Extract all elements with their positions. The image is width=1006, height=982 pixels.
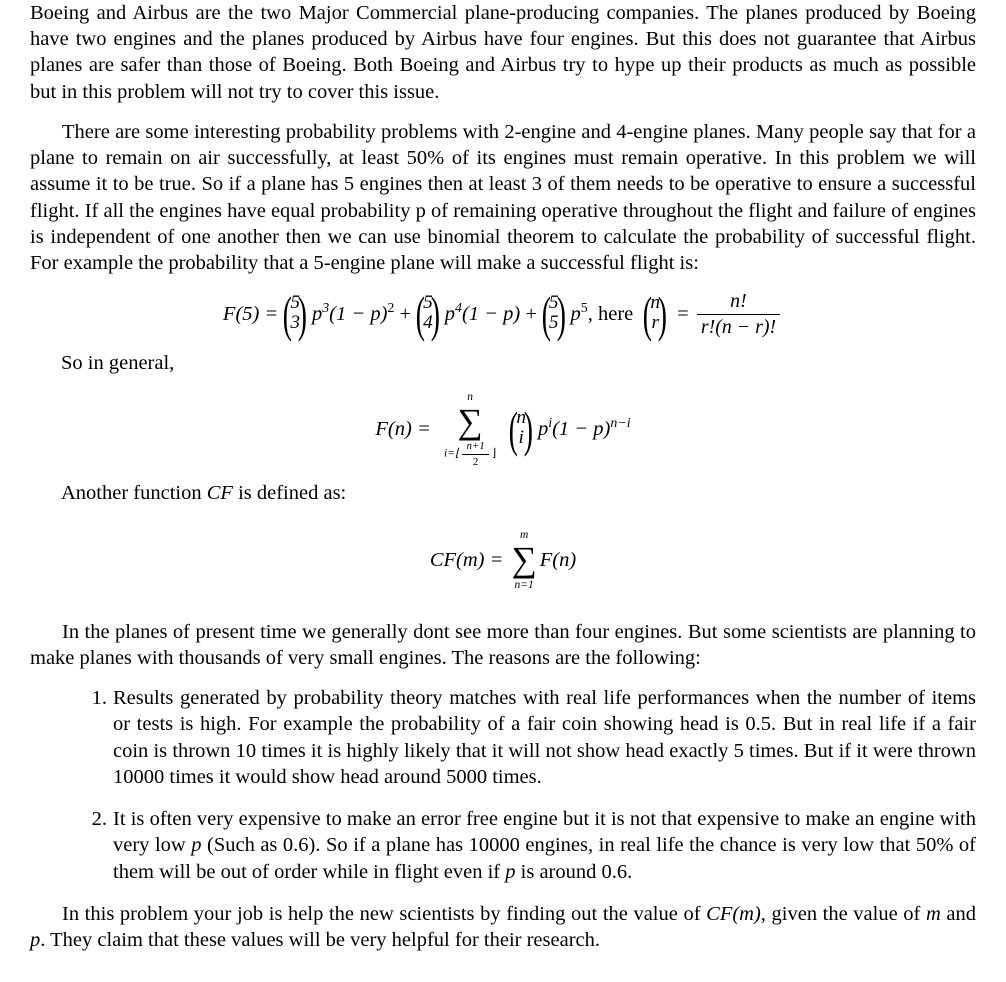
binomial-5-5: ( 5 5 ) bbox=[538, 293, 570, 335]
reasons-list bbox=[30, 685, 976, 885]
list-item-marker: 2. bbox=[91, 808, 107, 831]
closing-post: . They claim that these values will be very helpful for their research. bbox=[40, 929, 600, 952]
paragraph-probability-intro: There are some interesting probability problems with 2-engine and 4-engine planes. Many people say that for a plane to remain on air successfully, at least 50% of its engines must remain operative. In this problem we will assume it to be true. So if a plane has 5 engines then at least 3 of them needs to be operative to ensure a successful flight. If all the engines have equal probability p of remaining operative throughout the flight and failure of engines is independent of one another then we can use binomial theorem to calculate the probability of successful flight. For example the probability that a 5-engine plane will make a successful flight is: bbox=[30, 120, 976, 275]
fn-body-rest-exp: n−i bbox=[610, 416, 631, 432]
equation-f5 bbox=[30, 290, 976, 338]
binomial-5-3: ( 5 3 ) bbox=[279, 293, 311, 335]
equation-f5-lhs: F(5) = bbox=[222, 302, 279, 325]
list-item bbox=[30, 685, 976, 790]
paragraph-present-time: In the planes of present time we generally dont see more than four engines. But some scientists are planning to make planes with thousands of very small engines. The reasons are the following: bbox=[30, 620, 976, 669]
closing-symbol: CF(m) bbox=[706, 902, 761, 925]
f5-equals: = bbox=[677, 302, 689, 325]
f5-term1-rest: (1 − p) bbox=[329, 302, 388, 325]
fn-body: p bbox=[537, 417, 549, 440]
fn-body-exp: i bbox=[548, 416, 553, 432]
f5-term1: p bbox=[311, 302, 323, 325]
another-function-symbol: CF bbox=[206, 481, 233, 504]
paragraph-intro: Boeing and Airbus are the two Major Commercial plane-producing companies. The planes produced by Boeing have two engines and the planes produced by Airbus have four engines. But this does not guarantee that Airbus planes are safer than those of Boeing. Both Boeing and Airbus try to hype up their products as much as possible but in this problem will not try to cover this issue. bbox=[30, 2, 976, 103]
f5-plus2: + bbox=[525, 302, 537, 325]
f5-term1-exp: 3 bbox=[322, 301, 330, 317]
binomial-n-i: ( n i ) bbox=[505, 408, 537, 450]
f5-term3-exp: 5 bbox=[580, 301, 588, 317]
another-function-post: is defined as: bbox=[232, 481, 347, 504]
equation-cf-body: F(n) bbox=[539, 549, 577, 572]
closing-and: and bbox=[940, 902, 976, 925]
f5-term1-rest-exp: 2 bbox=[387, 301, 395, 317]
equation-cf-lhs: CF(m) = bbox=[429, 549, 504, 572]
fn-body-rest: (1 − p) bbox=[552, 417, 611, 440]
f5-term3: p bbox=[570, 302, 581, 325]
closing-pre: In this problem your job is help the new scientists by finding out the value of bbox=[62, 902, 707, 925]
equation-fn-lhs: F(n) = bbox=[375, 417, 431, 440]
fraction-factorial: $\frac{n!}{r!(n - r)!}$ bbox=[697, 290, 780, 338]
list-item-text: It is often very expensive to make an error free engine but it is not that expensive to make an engine with very low p (Such as 0.6). So if a plane has 10000 engines, in real life the chance is very low that 50% of them will be out of order while in flight even if p is around 0.6. bbox=[113, 808, 976, 883]
binomial-5-4: ( 5 4 ) bbox=[412, 293, 444, 335]
closing-mid: , given the value of bbox=[760, 902, 926, 925]
paragraph-closing bbox=[30, 901, 976, 953]
f5-term2-exp: 4 bbox=[454, 301, 462, 317]
list-item-text: Results generated by probability theory matches with real life performances when the number of items or tests is high. For example the probability of a fair coin showing head is 0.5. But in real life if a fair coin is thrown 10 times it is highly likely that it will not show head exactly 5 times. But if it were thrown 10000 times it would show head around 5000 times. bbox=[113, 687, 976, 788]
another-function-pre: Another function bbox=[61, 481, 207, 504]
f5-plus1: + bbox=[399, 302, 412, 325]
equation-cf bbox=[30, 528, 976, 593]
closing-m: m bbox=[925, 902, 941, 925]
f5-here-text: , here bbox=[587, 302, 634, 325]
f5-term2: p bbox=[444, 302, 455, 325]
paragraph-another-function bbox=[61, 480, 976, 506]
equation-fn bbox=[30, 390, 976, 468]
closing-p: p bbox=[30, 929, 41, 952]
list-item-marker: 1. bbox=[91, 687, 107, 710]
summation-operator-fn: n ∑ i=⌊ $\frac{n+1}{2}$ ⌋ bbox=[444, 391, 497, 468]
binomial-n-r: ( n r ) bbox=[639, 293, 671, 335]
f5-term2-rest: (1 − p) bbox=[461, 302, 521, 325]
paragraph-so-in-general: So in general, bbox=[61, 351, 175, 374]
summation-operator-cf: m ∑ n=1 bbox=[511, 529, 537, 592]
list-item bbox=[30, 806, 976, 885]
